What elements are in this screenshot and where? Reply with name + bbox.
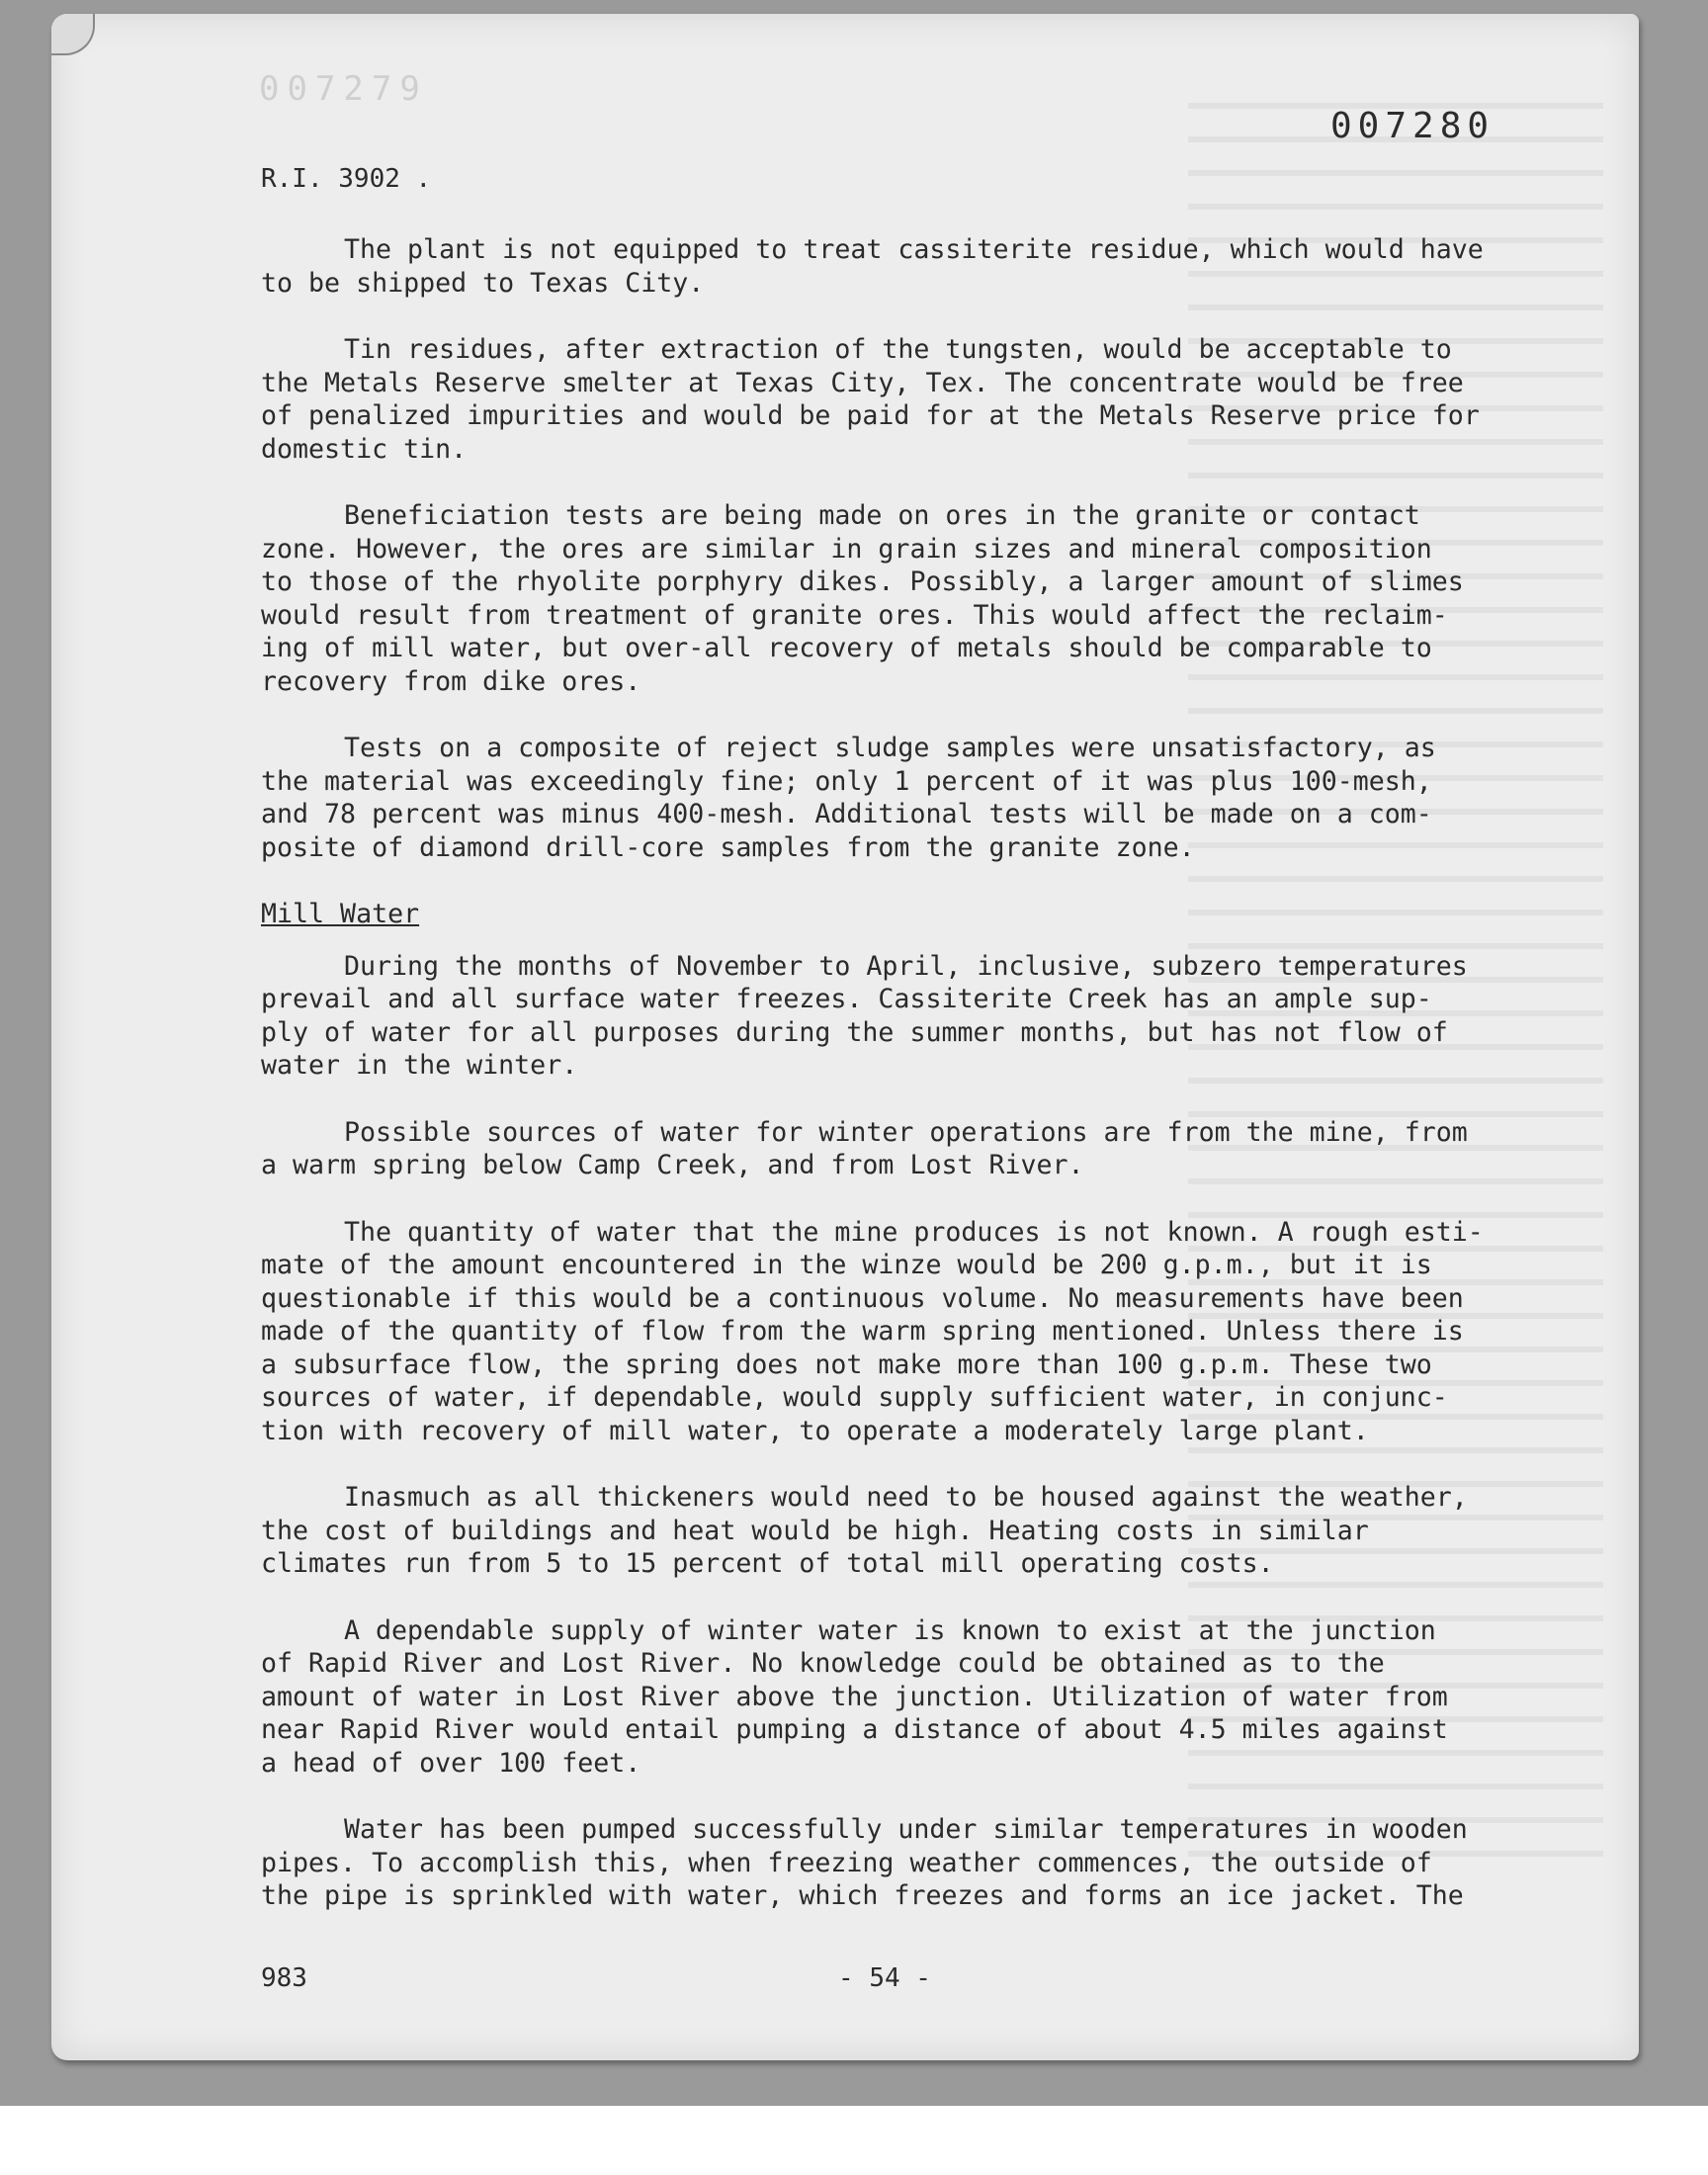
paragraph: Inasmuch as all thickeners would need to be housed against the weather, the cost of buildings and heat would be high. Heating costs in similar climates run from 5 to 15 percent of total mill operating costs. — [261, 1482, 1468, 1579]
page-number: - 54 - — [838, 1963, 931, 1993]
footer-number: 983 — [261, 1963, 307, 1993]
report-id: R.I. 3902 . — [261, 164, 432, 194]
paragraph: Tests on a composite of reject sludge samples were unsatisfactory, as the material was exceedingly fine; only 1 percent of it was plus 100-mesh, and 78 percent was minus 400-mesh. Additional tests will be made on a com- posite of diamond drill-core samples from the granite zone. — [261, 733, 1436, 863]
section-heading: Mill Water — [261, 899, 420, 929]
paragraph: The quantity of water that the mine produces is not known. A rough esti- mate of the amount encountered in the winze would be 200 g.p.m., but it is questionable if this would be a continuous volume. No measurements have been made of the quantity of flow from the warm spring mentioned. Unless there is a subsurface flow, the spring does not make more than 100 g.p.m. These two sources of water, if dependable, would supply sufficient water, in conjunc- tion with recovery of mill water, to operate a moderately large plant. — [261, 1216, 1484, 1446]
body-text — [261, 233, 1546, 1947]
paragraph: Possible sources of water for winter operations are from the mine, from a warm spring below Camp Creek, and from Lost River. — [261, 1116, 1468, 1180]
paragraph: Tin residues, after extraction of the tungsten, would be acceptable to the Metals Reserve smelter at Texas City, Tex. The concentrate would be free of penalized impurities and would be paid for at the Metals Reserve price for domestic tin. — [261, 334, 1480, 465]
paragraph: A dependable supply of winter water is known to exist at the junction of Rapid River and Lost River. No knowledge could be obtained as to the amount of water in Lost River above the junction. Utilization of water from near Rapid River would entail pumping a distance of about 4.5 miles against a head of over 100 feet. — [261, 1614, 1448, 1779]
paragraph: Beneficiation tests are being made on ores in the granite or contact zone. However, the ores are similar in grain sizes and mineral composition to those of the rhyolite porphyry dikes. Possibly, a larger amount of slimes would result from treatment of granite ores. This would affect the reclaim- ing of mill water, but over-all recovery of metals should be comparable to recovery from dike ores. — [261, 500, 1464, 697]
serial-number: 007280 — [1330, 106, 1495, 146]
faint-serial-number: 007279 — [259, 69, 428, 109]
paragraph: During the months of November to April, inclusive, subzero temperatures prevail and all surface water freezes. Cassiterite Creek has an ample sup- ply of water for all purposes during the summer months, but has not flow of water in the winter. — [261, 950, 1468, 1081]
paragraph: The plant is not equipped to treat cassiterite residue, which would have to be shipped to Texas City. — [261, 234, 1484, 299]
paragraph: Water has been pumped successfully under similar temperatures in wooden pipes. To accomplish this, when freezing weather commences, the outside of the pipe is sprinkled with water, which freezes and forms an ice jacket. The — [261, 1814, 1468, 1911]
folded-corner — [51, 14, 95, 55]
document-page — [51, 14, 1639, 2060]
